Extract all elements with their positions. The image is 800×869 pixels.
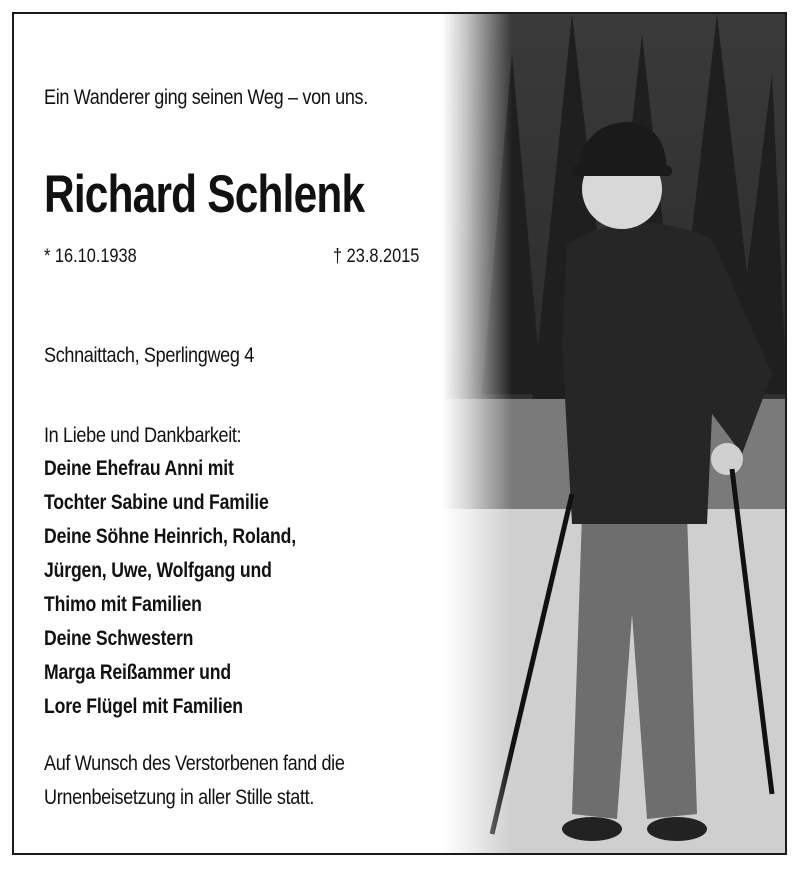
- family-line: Marga Reißammer und: [44, 661, 231, 684]
- obituary-text-column: [44, 14, 444, 853]
- birth-date: * 16.10.1938: [44, 246, 137, 267]
- family-line: Deine Schwestern: [44, 627, 194, 650]
- deceased-name: Richard Schlenk: [44, 165, 365, 224]
- family-line: Jürgen, Uwe, Wolfgang und: [44, 559, 272, 582]
- motto-text: Ein Wanderer ging seinen Weg – von uns.: [44, 86, 368, 109]
- thanks-intro: In Liebe und Dankbarkeit:: [44, 424, 242, 447]
- portrait-photo: [442, 14, 787, 853]
- address-text: Schnaittach, Sperlingweg 4: [44, 344, 254, 367]
- closing-note-line: Auf Wunsch des Verstorbenen fand die: [44, 752, 345, 775]
- family-line: Deine Ehefrau Anni mit: [44, 457, 234, 480]
- death-date: † 23.8.2015: [332, 246, 419, 267]
- family-line: Thimo mit Familien: [44, 593, 202, 616]
- family-line: Lore Flügel mit Familien: [44, 695, 243, 718]
- family-line: Deine Söhne Heinrich, Roland,: [44, 525, 296, 548]
- photo-fade-edge: [442, 14, 512, 853]
- closing-note-line: Urnenbeisetzung in aller Stille statt.: [44, 786, 315, 809]
- family-line: Tochter Sabine und Familie: [44, 491, 269, 514]
- obituary-frame: [12, 12, 787, 855]
